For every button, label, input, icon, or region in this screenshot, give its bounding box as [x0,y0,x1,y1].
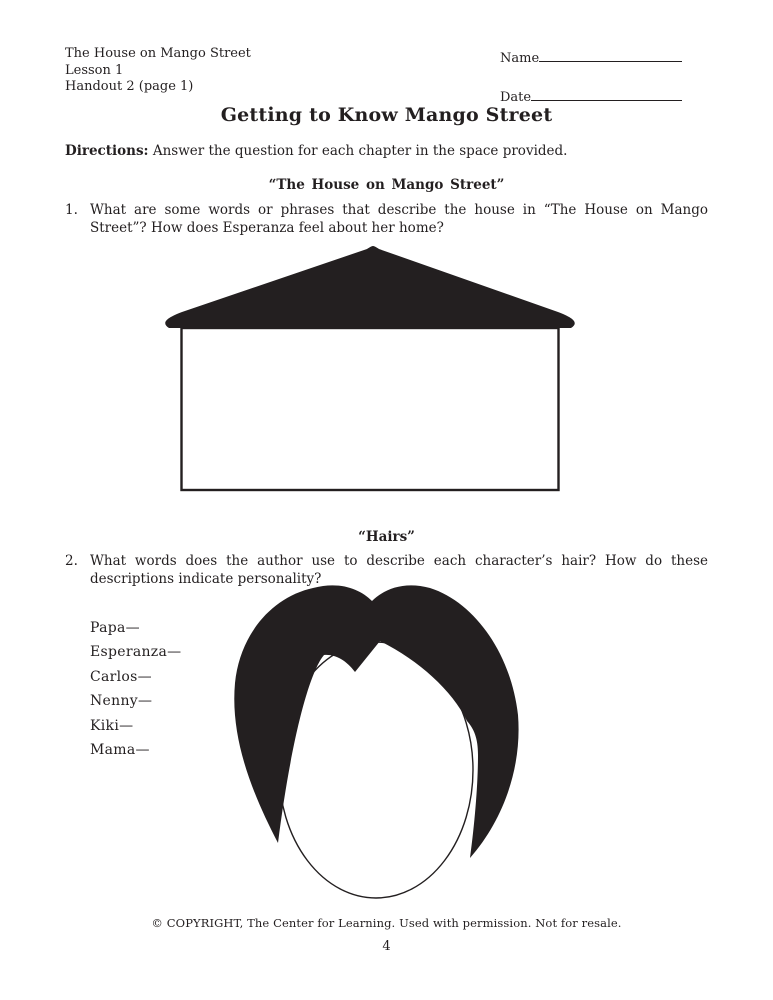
question-1-number: 1. [65,202,78,218]
question-1 [65,202,708,237]
question-2-number: 2. [65,553,78,569]
date-label: Date [500,90,532,105]
character-item-mama: Mama— [90,742,150,759]
character-item-nenny: Nenny— [90,693,153,710]
character-item-esperanza: Esperanza— [90,644,182,661]
house-body [182,328,559,490]
character-item-kiki: Kiki— [90,717,134,734]
question-2-text: What words does the author use to describe each character’s hair? How do these descriptions indicate personality? [90,553,708,587]
header-course-title: The House on Mango Street [65,46,251,61]
page-number: 4 [382,939,391,954]
name-field [500,48,682,66]
section-heading-hairs: “Hairs” [358,529,415,545]
character-item-papa: Papa— [90,620,140,636]
house-roof [165,246,575,328]
header-left-block [65,46,251,96]
date-field [500,87,682,105]
character-item-carlos: Carlos— [90,668,152,685]
header-handout: Handout 2 (page 1) [65,79,194,94]
name-label: Name [500,51,540,66]
house-illustration [158,243,582,495]
question-1-text: What are some words or phrases that describe the house in “The House on Mango Street”? How does Esperanza feel about her home? [90,202,708,236]
character-list [90,616,181,762]
directions-label: Directions: [65,143,149,159]
header-lesson: Lesson 1 [65,62,124,78]
hair-face-illustration [222,578,522,904]
page-title: Getting to Know Mango Street [220,104,553,126]
section-heading-house: “The House on Mango Street” [268,177,505,193]
directions-line [65,143,708,159]
date-blank-line [531,87,682,101]
name-blank-line [539,48,682,62]
directions-text: Answer the question for each chapter in the space provided. [148,143,568,159]
copyright-line: © COPYRIGHT, The Center for Learning. Used with permission. Not for resale. [151,916,622,930]
